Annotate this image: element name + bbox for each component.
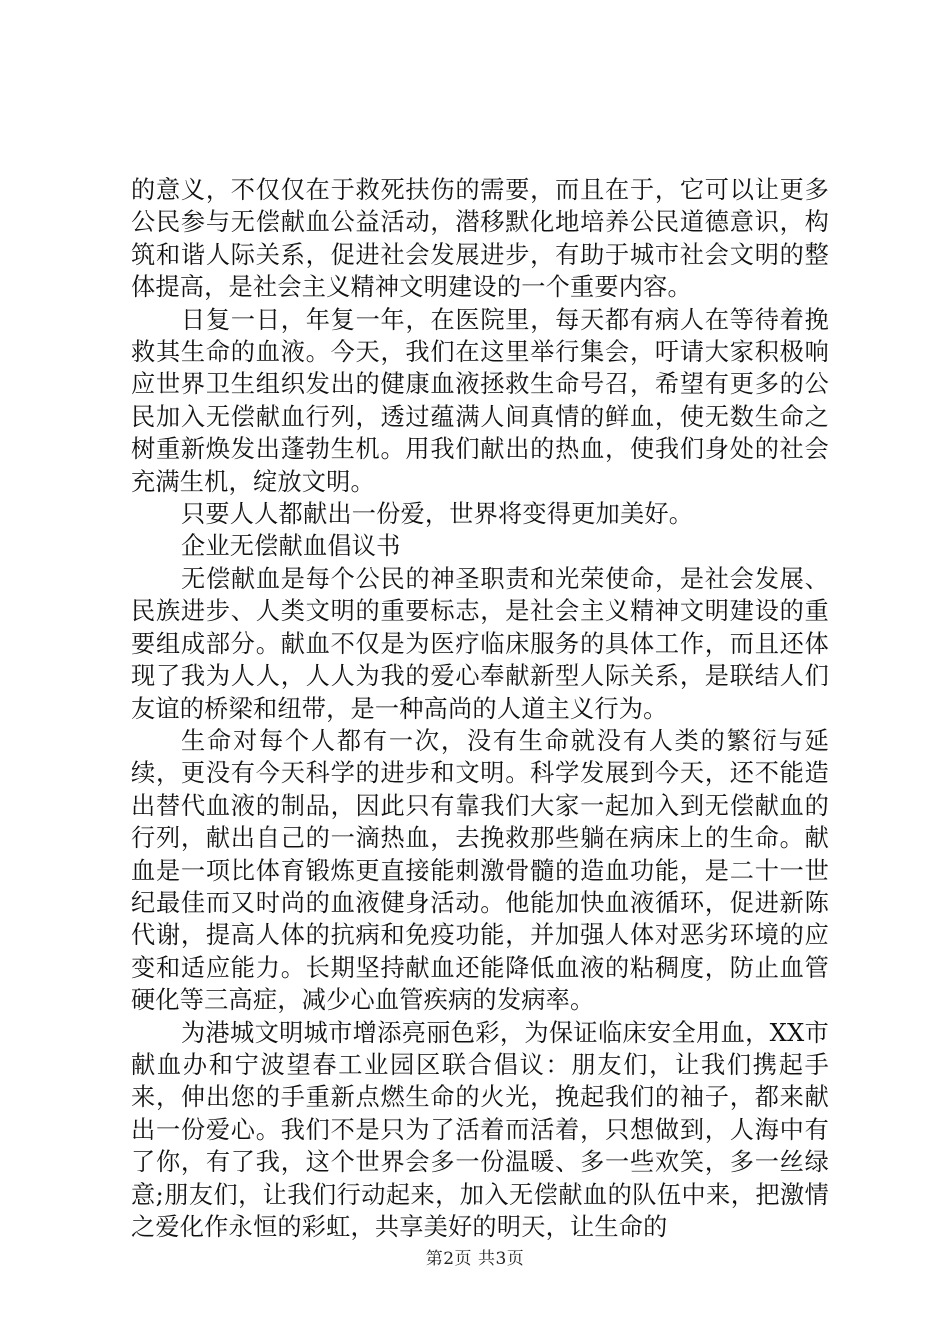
paragraph-2: 日复一日，年复一年，在医院里，每天都有病人在等待着挽救其生命的血液。今天，我们在这里举行集会，吁请大家积极响应世界卫生组织发出的健康血液拯救生命号召，希望有更多的公民加入无偿献血行列，透过蕴满人间真情的鲜血，使无数生命之树重新焕发出蓬勃生机。用我们献出的热血，使我们身处的社会充满生机，绽放文明。 [131, 305, 829, 496]
page-number-label: 第2页 共3页 [425, 1249, 525, 1269]
paragraph-3: 只要人人都献出一份爱，世界将变得更加美好。 [181, 500, 694, 529]
paragraph-4: 无偿献血是每个公民的神圣职责和光荣使命，是社会发展、民族进步、人类文明的重要标志，是社会主义精神文明建设的重要组成部分。献血不仅是为医疗临床服务的具体工作，而且还体现了我为人人，人人为我的爱心奉献新型人际关系，是联结人们友谊的桥梁和纽带，是一种高尚的人道主义行为。 [131, 564, 829, 723]
page-footer [0, 1244, 950, 1269]
paragraph-5: 生命对每个人都有一次，没有生命就没有人类的繁衍与延续，更没有今天科学的进步和文明。科学发展到今天，还不能造出替代血液的制品，因此只有靠我们大家一起加入到无偿献血的行列，献出自己的一滴热血，去挽救那些躺在病床上的生命。献血是一项比体育锻炼更直接能刺激骨髓的造血功能，是二十一世纪最佳而又时尚的血液健身活动。他能加快血液循环，促进新陈代谢，提高人体的抗病和免疫功能，并加强人体对恶劣环境的应变和适应能力。长期坚持献血还能降低血液的粘稠度，防止血管硬化等三高症，减少心血管疾病的发病率。 [131, 726, 829, 1015]
paragraph-1: 的意义，不仅仅在于救死扶伤的需要，而且在于，它可以让更多公民参与无偿献血公益活动，潜移默化地培养公民道德意识，构筑和谐人际关系，促进社会发展进步，有助于城市社会文明的整体提高，是社会主义精神文明建设的一个重要内容。 [131, 176, 829, 302]
document-body [131, 174, 829, 1243]
section-title: 企业无偿献血倡议书 [181, 532, 401, 561]
paragraph-6: 为港城文明城市增添亮丽色彩，为保证临床安全用血，XX市献血办和宁波望春工业园区联合倡议：朋友们，让我们携起手来，伸出您的手重新点燃生命的火光，挽起我们的袖子，都来献出一份爱心。我们不是只为了活着而活着，只想做到，人海中有了你，有了我，这个世界会多一份温暖、多一些欢笑，多一丝绿意;朋友们，让我们行动起来，加入无偿献血的队伍中来，把激情之爱化作永恒的彩虹，共享美好的明天，让生命的 [131, 1018, 829, 1241]
